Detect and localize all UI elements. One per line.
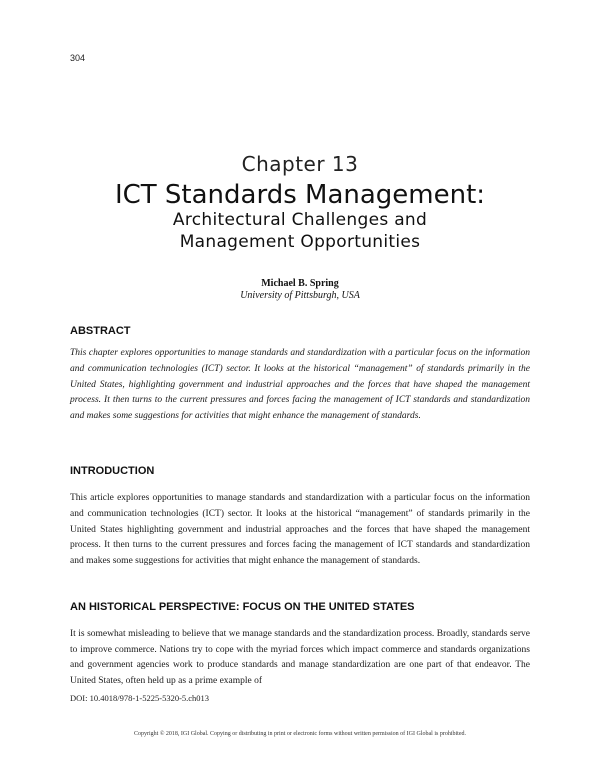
doi: DOI: 10.4018/978-1-5225-5320-5.ch013 — [70, 693, 210, 703]
abstract-text: This chapter explores opportunities to manage standards and standardization with a particular focus on the information and communication technologies (ICT) sector. It looks at the historical “management” of standards primarily in the United States, highlighting government and industrial approaches and the forces that have shaped the management process. It then turns to the current pressures and forces facing the management of ICT standards and standardization and makes some suggestions for activities that might enhance the management of standards. — [70, 348, 530, 422]
abstract-heading: ABSTRACT — [70, 325, 131, 337]
historical-text: It is somewhat misleading to believe that we manage standards and the standardization process. Broadly, standards serve to improve commerce. Nations try to cope with the myriad forces which impact commerce and standards organizations and government agencies work to produce standards and manage standardization are one part of that endeavor. The United States, often held up as a prime example of — [70, 629, 530, 686]
chapter-subtitle — [0, 209, 600, 253]
copyright-notice: Copyright © 2018, IGI Global. Copying or distributing in print or electronic forms without written permission of IGI Global is prohibited. — [133, 731, 466, 737]
author-name: Michael B. Spring — [261, 278, 339, 289]
page-number: 304 — [70, 53, 86, 63]
chapter-label: Chapter 13 — [241, 152, 359, 176]
chapter-title: ICT Standards Management: — [114, 180, 486, 210]
introduction-text: This article explores opportunities to manage standards and standardization with a particular focus on the information and communication technologies (ICT) sector. It looks at the historical “management” of standards primarily in the United States highlighting government and industrial approaches and the forces that have shaped the management process. It then turns to the current pressures and forces facing the management of ICT standards and standardization and makes some suggestions for activities that might enhance the management of standards. — [70, 493, 530, 567]
chapter-subtitle-line-2: Management Opportunities — [179, 232, 421, 252]
historical-heading: AN HISTORICAL PERSPECTIVE: FOCUS ON THE UNITED STATES — [70, 601, 415, 613]
chapter-subtitle-line-1: Architectural Challenges and — [172, 210, 428, 230]
introduction-heading: INTRODUCTION — [70, 465, 155, 477]
author-affiliation: University of Pittsburgh, USA — [240, 290, 360, 301]
